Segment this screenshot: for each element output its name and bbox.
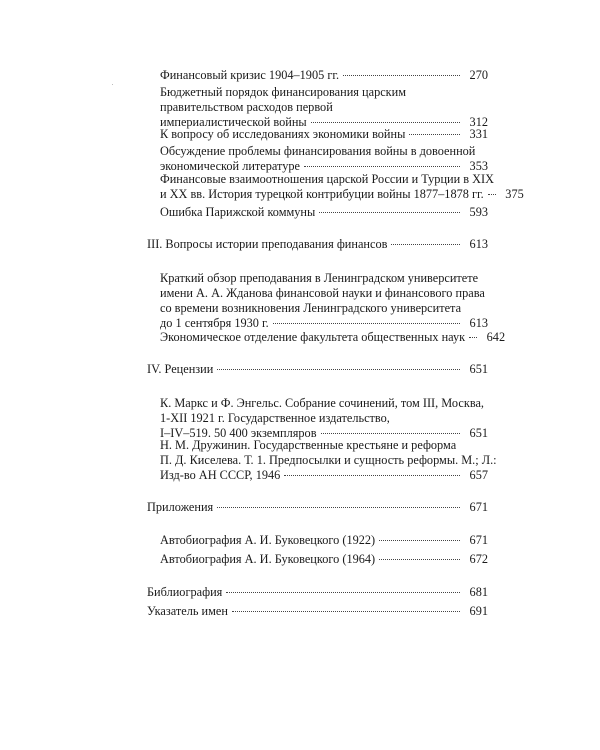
toc-page-number: 613 — [469, 316, 488, 330]
toc-section-title: Приложения — [147, 500, 214, 514]
dot-leader — [409, 134, 460, 135]
toc-entry-budget-order — [160, 85, 488, 130]
dot-leader — [343, 75, 460, 76]
toc-entry-title-line: Финансовые взаимоотношения царской России и Турции в XIX — [160, 172, 495, 186]
toc-entry-paris-commune — [160, 205, 488, 220]
toc-entry-title-line: К. Маркс и Ф. Энгельс. Собрание сочинений, том III, Москва, — [160, 396, 484, 410]
toc-entry-title-line: экономической литературе — [160, 159, 300, 173]
toc-section-title: Указатель имен — [147, 604, 228, 618]
toc-page-number: 672 — [469, 552, 488, 566]
toc-entry-title-line: 1-XII 1921 г. Государственное издательство, — [160, 411, 390, 425]
toc-entry-teaching-review — [160, 271, 488, 331]
toc-page-number: 312 — [469, 115, 488, 129]
dot-leader — [217, 507, 460, 508]
dot-leader — [226, 592, 460, 593]
toc-section-name-index — [147, 604, 488, 619]
dot-leader — [379, 559, 460, 560]
dot-leader — [273, 323, 460, 324]
toc-entry-financial-crisis — [160, 68, 488, 83]
scan-mark — [112, 84, 113, 85]
dot-leader — [488, 194, 496, 195]
toc-entry-title: Автобиография А. И. Буковецкого (1922) — [160, 533, 376, 547]
toc-entry-title: Ошибка Парижской коммуны — [160, 205, 316, 219]
toc-entry-economics-department — [160, 330, 506, 345]
toc-entry-title-line: Обсуждение проблемы финансирования войны в довоенной — [160, 144, 476, 158]
toc-page-number: 671 — [469, 533, 488, 547]
toc-entry-title-line: Краткий обзор преподавания в Ленинградском университете — [160, 271, 479, 285]
toc-page-number: 651 — [469, 362, 488, 376]
dot-leader — [304, 166, 460, 167]
toc-section-title: Библиография — [147, 585, 223, 599]
toc-entry-title: Финансовый кризис 1904–1905 гг. — [160, 68, 340, 82]
toc-page-number: 331 — [469, 127, 488, 141]
toc-section-title: IV. Рецензии — [147, 362, 214, 376]
toc-entry-title-line: Бюджетный порядок финансирования царским — [160, 85, 407, 99]
dot-leader — [391, 244, 460, 245]
toc-entry-marx-engels-review — [160, 396, 488, 441]
toc-page-number: 657 — [469, 468, 488, 482]
toc-entry-title-line: Н. М. Дружинин. Государственные крестьяне и реформа — [160, 438, 457, 452]
toc-entry-title-line: и XX вв. История турецкой контрибуции войны 1877–1878 гг. — [160, 187, 484, 201]
toc-page-number: 613 — [469, 237, 488, 251]
toc-page-number: 671 — [469, 500, 488, 514]
dot-leader — [217, 369, 460, 370]
toc-entry-title-line: П. Д. Киселева. Т. 1. Предпосылки и сущность реформы. М.; Л.: — [160, 453, 497, 467]
toc-entry-druzhinin-review — [160, 438, 497, 483]
dot-leader — [379, 540, 460, 541]
toc-entry-title-line: имени А. А. Жданова финансовой науки и финансового права — [160, 286, 485, 300]
toc-page-number: 353 — [469, 159, 488, 173]
dot-leader — [469, 337, 477, 338]
dot-leader — [311, 122, 460, 123]
toc-page-number: 593 — [469, 205, 488, 219]
dot-leader — [321, 433, 460, 434]
toc-page-number: 651 — [469, 426, 488, 440]
toc-entry-war-financing-discussion — [160, 144, 488, 174]
toc-entry-russia-turkey — [160, 172, 524, 202]
toc-entry-title: К вопросу об исследованиях экономики войны — [160, 127, 406, 141]
toc-entry-title-line: Изд-во АН СССР, 1946 — [160, 468, 281, 482]
toc-entry-title-line: правительством расходов первой — [160, 100, 333, 114]
dot-leader — [232, 611, 460, 612]
toc-entry-autobiography-1964 — [160, 552, 488, 567]
toc-page-number: 375 — [505, 187, 524, 201]
dot-leader — [319, 212, 460, 213]
toc-entry-title-line: до 1 сентября 1930 г. — [160, 316, 269, 330]
toc-page-number: 691 — [469, 604, 488, 618]
toc-section-title: III. Вопросы истории преподавания финансов — [147, 237, 388, 251]
toc-section-iii — [147, 237, 488, 252]
toc-section-appendices — [147, 500, 488, 515]
toc-entry-autobiography-1922 — [160, 533, 488, 548]
toc-entry-war-economics — [160, 127, 488, 142]
toc-section-bibliography — [147, 585, 488, 600]
toc-entry-title-line: империалистической войны — [160, 115, 307, 129]
dot-leader — [284, 475, 460, 476]
toc-page-number: 270 — [469, 68, 488, 82]
toc-entry-title-line: I–IV–519. 50 400 экземпляров — [160, 426, 317, 440]
toc-section-iv — [147, 362, 488, 377]
toc-page-number: 681 — [469, 585, 488, 599]
toc-entry-title: Автобиография А. И. Буковецкого (1964) — [160, 552, 376, 566]
toc-entry-title-line: со времени возникновения Ленинградского университета — [160, 301, 462, 315]
toc-page-number: 642 — [486, 330, 506, 344]
toc-entry-title: Экономическое отделение факультета общественных наук — [160, 330, 466, 344]
